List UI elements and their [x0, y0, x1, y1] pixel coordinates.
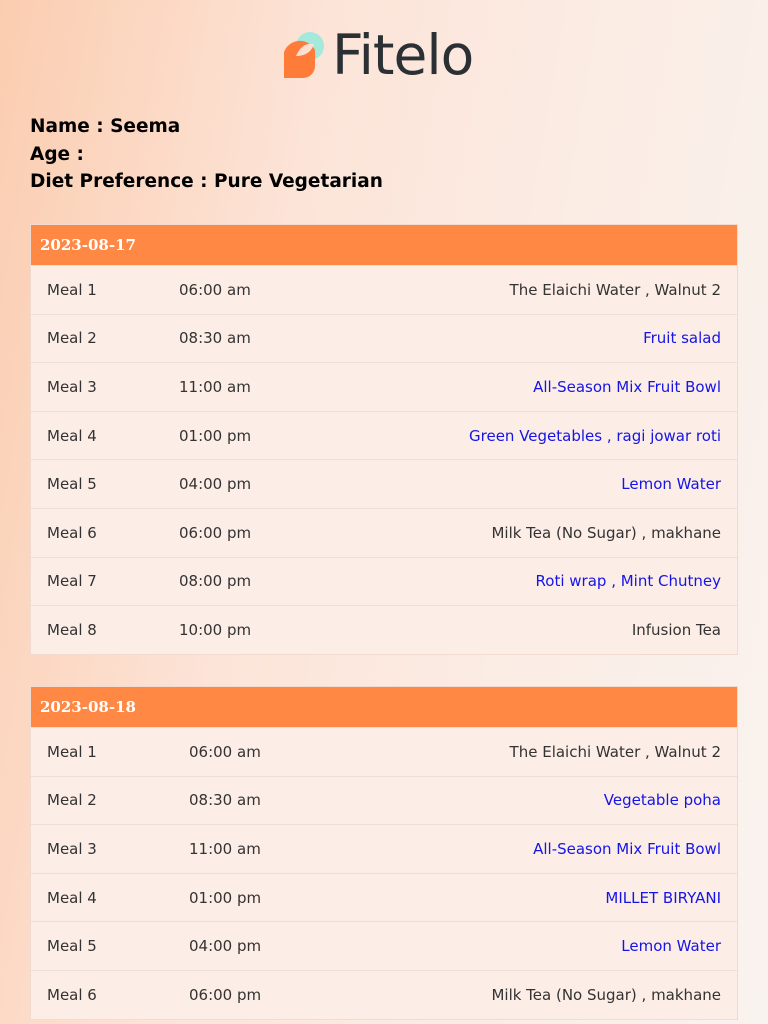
meal-time: 06:00 pm	[189, 985, 262, 1004]
meal-label: Meal 8	[47, 620, 97, 639]
meal-label: Meal 3	[47, 839, 97, 858]
meal-time: 08:00 pm	[179, 572, 252, 591]
meal-label: Meal 5	[47, 937, 97, 956]
meal-label: Meal 5	[47, 475, 97, 494]
meal-time: 01:00 pm	[179, 426, 252, 445]
day-date-header: 2023-08-17	[31, 225, 737, 265]
meal-row	[31, 873, 737, 922]
day-date-header: 2023-08-18	[31, 687, 737, 727]
meal-food: Infusion Tea	[631, 620, 721, 639]
meal-time: 08:30 am	[189, 791, 261, 810]
meal-row	[31, 727, 737, 776]
meal-food: The Elaichi Water , Walnut 2	[509, 742, 721, 761]
meal-food-link[interactable]: All-Season Mix Fruit Bowl	[533, 377, 721, 396]
meal-label: Meal 6	[47, 985, 97, 1004]
meal-food: Milk Tea (No Sugar) , makhane	[491, 985, 721, 1004]
day-plan	[30, 686, 738, 1020]
meal-time: 11:00 am	[189, 839, 261, 858]
meal-time: 01:00 pm	[189, 888, 262, 907]
meal-time: 06:00 am	[179, 280, 251, 299]
meal-row	[31, 776, 737, 825]
meal-time: 11:00 am	[179, 377, 251, 396]
meal-time: 08:30 am	[179, 329, 251, 348]
meal-food-link[interactable]: Roti wrap , Mint Chutney	[535, 572, 721, 591]
meal-food-link[interactable]: Green Vegetables , ragi jowar roti	[469, 426, 721, 445]
meal-row	[31, 921, 737, 970]
client-profile	[30, 113, 383, 196]
meal-food: Milk Tea (No Sugar) , makhane	[491, 523, 721, 542]
meal-time: 06:00 pm	[179, 523, 252, 542]
day-plan	[30, 224, 738, 655]
meal-row	[31, 459, 737, 508]
meal-row	[31, 362, 737, 411]
meal-row	[31, 970, 737, 1019]
meal-food-link[interactable]: All-Season Mix Fruit Bowl	[533, 839, 721, 858]
brand-name: Fitelo	[332, 23, 474, 87]
meal-row	[31, 605, 737, 654]
meal-time: 10:00 pm	[179, 620, 252, 639]
client-name: Name : Seema	[30, 116, 181, 137]
meal-row	[31, 508, 737, 557]
meal-row	[31, 557, 737, 606]
client-diet-preference: Diet Preference : Pure Vegetarian	[30, 171, 383, 192]
meal-label: Meal 3	[47, 377, 97, 396]
meal-label: Meal 2	[47, 329, 97, 348]
meal-label: Meal 4	[47, 888, 97, 907]
meal-row	[31, 824, 737, 873]
meal-food-link[interactable]: Lemon Water	[621, 475, 721, 494]
meal-label: Meal 4	[47, 426, 97, 445]
meal-row	[31, 314, 737, 363]
meal-label: Meal 2	[47, 791, 97, 810]
meal-label: Meal 7	[47, 572, 97, 591]
client-age: Age :	[30, 143, 84, 165]
meal-food-link[interactable]: Lemon Water	[621, 937, 721, 956]
fitelo-logo	[284, 23, 474, 87]
fitelo-logo-icon	[284, 30, 328, 80]
meal-time: 04:00 pm	[179, 475, 252, 494]
meal-label: Meal 1	[47, 280, 97, 299]
meal-food-link[interactable]: Fruit salad	[643, 329, 721, 348]
meal-label: Meal 1	[47, 742, 97, 761]
meal-time: 04:00 pm	[189, 937, 262, 956]
meal-time: 06:00 am	[189, 742, 261, 761]
meal-food: The Elaichi Water , Walnut 2	[509, 280, 721, 299]
meal-label: Meal 6	[47, 523, 97, 542]
meal-row	[31, 411, 737, 460]
meal-row	[31, 265, 737, 314]
meal-food-link[interactable]: Vegetable poha	[603, 791, 721, 810]
meal-food-link[interactable]: MILLET BIRYANI	[605, 888, 721, 907]
